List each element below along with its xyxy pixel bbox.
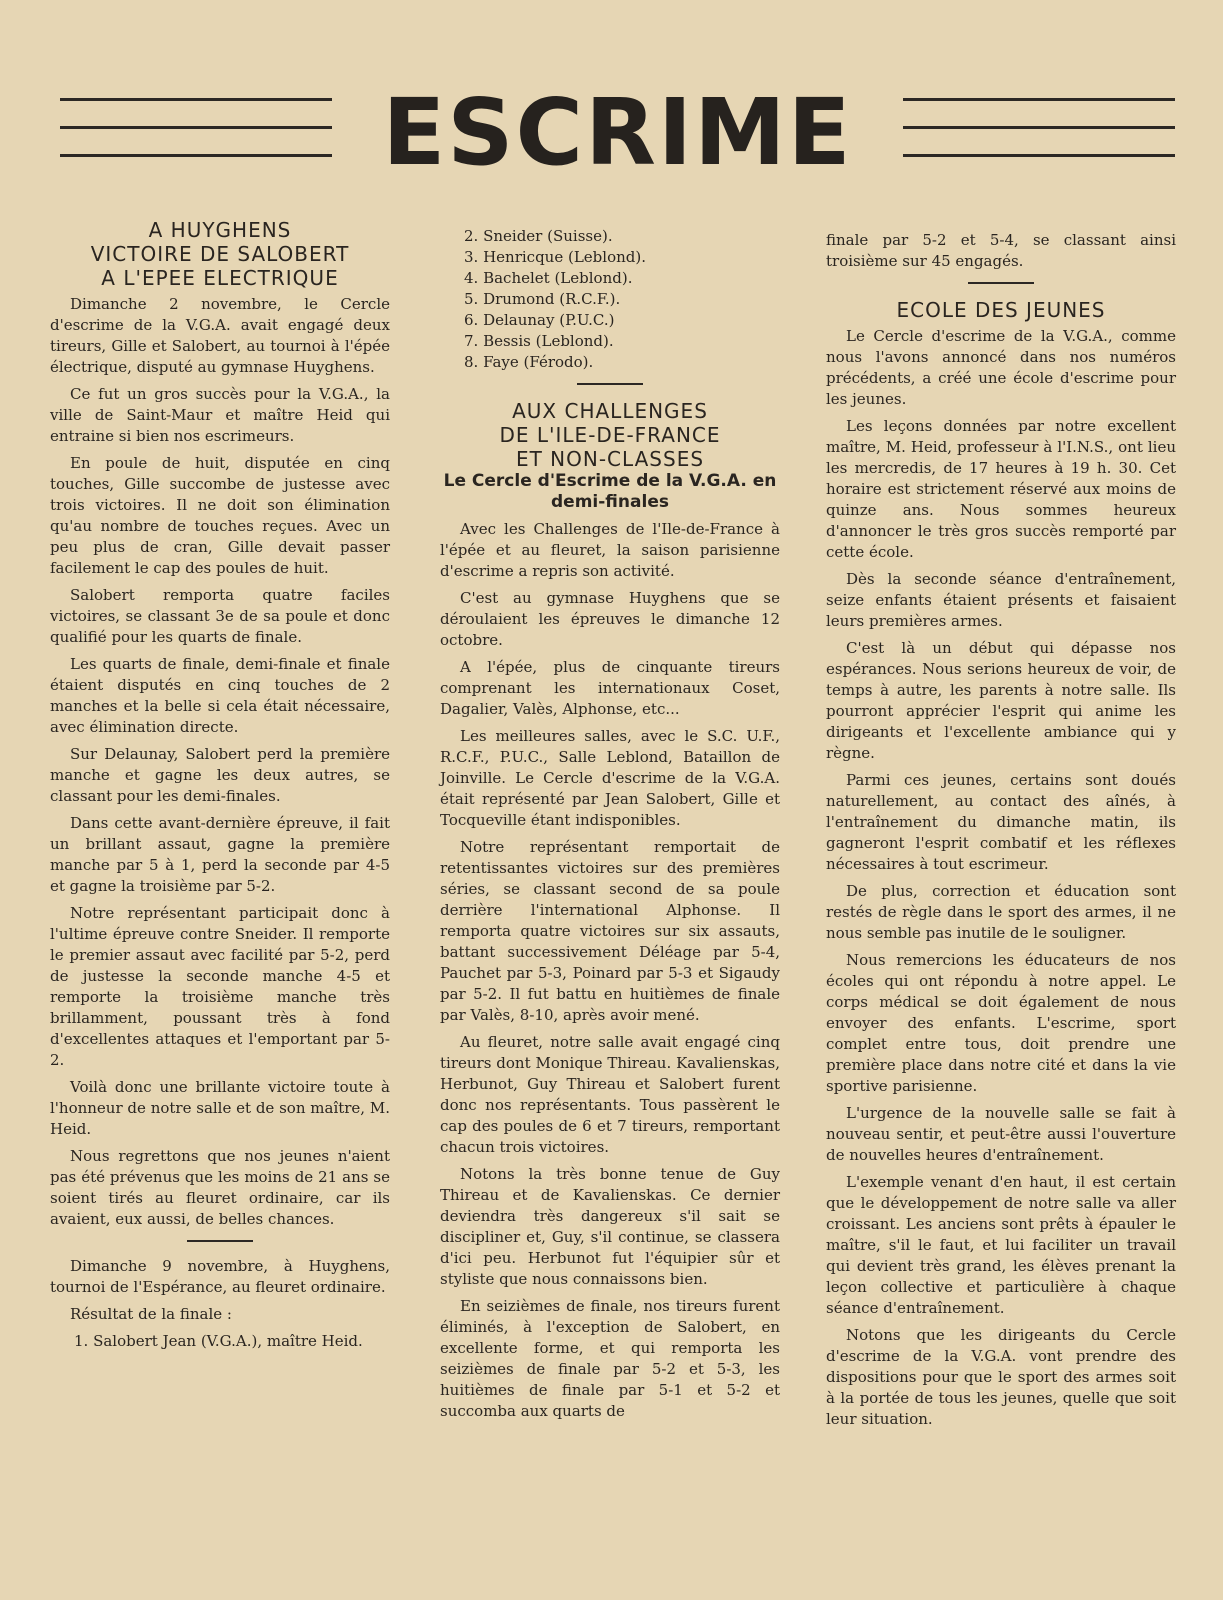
result-item: 6. Delaunay (P.U.C.) — [464, 311, 615, 329]
article-heading-line: VICTOIRE DE SALOBERT — [90, 242, 350, 266]
article-subheading: Le Cercle d'Escrime de la V.G.A. en demi-finales — [443, 471, 777, 512]
result-item: 2. Sneider (Suisse). — [464, 227, 613, 245]
paragraph: Nous remercions les éducateurs de nos écoles qui ont répondu à notre appel. Le corps médical se doit également de nous envoyer des enfants. L'escrime, sport complet entre tous, doit prendre une première place dans notre cité et dans la vie sportive parisienne. — [826, 951, 1176, 1095]
column-1 — [50, 218, 390, 1352]
right-rules — [903, 98, 1175, 182]
paragraph: De plus, correction et éducation sont restés de règle dans le sport des armes, il ne nous semble pas inutile de le souligner. — [826, 882, 1176, 942]
result-item: 4. Bachelet (Leblond). — [464, 269, 633, 287]
separator — [577, 383, 643, 385]
result-item: 7. Bessis (Leblond). — [464, 332, 614, 350]
paragraph-continuation: finale par 5-2 et 5-4, se classant ainsi troisième sur 45 engagés. — [826, 231, 1176, 270]
article-heading-line: A HUYGHENS — [148, 218, 292, 242]
paragraph: Parmi ces jeunes, certains sont doués naturellement, au contact des aînés, à l'entraînement du dimanche matin, ils gagneront l'esprit combatif et les réflexes nécessaires à tout escrimeur. — [826, 771, 1176, 873]
paragraph: Les quarts de finale, demi-finale et finale étaient disputés en cinq touches de 2 manches et la belle si cela était nécessaire, avec élimination directe. — [50, 655, 390, 736]
article-heading: ECOLE DES JEUNES — [896, 298, 1106, 322]
column-2 — [440, 226, 780, 1428]
paragraph: Nous regrettons que nos jeunes n'aient pas été prévenus que les moins de 21 ans se soient tirés au fleuret ordinaire, car ils avaient, eux aussi, de belles chances. — [50, 1147, 390, 1228]
paragraph: C'est au gymnase Huyghens que se déroulaient les épreuves le dimanche 12 octobre. — [440, 589, 780, 649]
paragraph: L'urgence de la nouvelle salle se fait à nouveau sentir, et peut-être aussi l'ouverture de nouvelles heures d'entraînement. — [826, 1104, 1176, 1164]
paragraph: Les leçons données par notre excellent maître, M. Heid, professeur à l'I.N.S., ont lieu les mercredis, de 17 heures à 19 h. 30. Cet horaire est strictement réservé aux moins de quinze ans. Nous sommes heureux d'annoncer le très gros succès remporté par cette école. — [826, 417, 1176, 561]
result-item: 1. Salobert Jean (V.G.A.), maître Heid. — [74, 1332, 363, 1350]
paragraph: L'exemple venant d'en haut, il est certain que le développement de notre salle va aller croissant. Les anciens sont prêts à épauler le maître, s'il le faut, et lui faciliter un travail qui devient très grand, les élèves prenant la leçon collective et particulière à chaque séance d'entraînement. — [826, 1173, 1176, 1317]
paragraph: En seizièmes de finale, nos tireurs furent éliminés, à l'exception de Salobert, en excellente forme, et qui remporta les seizièmes de finale par 5-2 et 5-3, les huitièmes de finale par 5-1 et 5-2 et succomba aux quarts de — [440, 1297, 780, 1420]
paragraph: Sur Delaunay, Salobert perd la première manche et gagne les deux autres, se classant pour les demi-finales. — [50, 745, 390, 805]
paragraph: Dès la seconde séance d'entraînement, seize enfants étaient présents et faisaient leurs premières armes. — [826, 570, 1176, 630]
results-list — [440, 226, 780, 373]
paragraph: Dans cette avant-dernière épreuve, il fait un brillant assaut, gagne la première manche par 5 à 1, perd la seconde par 4-5 et gagne la troisième par 5-2. — [50, 814, 390, 895]
paragraph: Dimanche 9 novembre, à Huyghens, tournoi de l'Espérance, au fleuret ordinaire. — [50, 1257, 390, 1296]
paragraph: Notons la très bonne tenue de Guy Thireau et de Kavalienskas. Ce dernier deviendra très dangereux s'il sait se discipliner et, Guy, s'il continue, se classera d'ici peu. Herbunot fut l'équipier sûr et styliste que nous connaissons bien. — [440, 1165, 780, 1288]
paragraph: Avec les Challenges de l'Ile-de-France à l'épée et au fleuret, la saison parisienne d'escrime a repris son activité. — [440, 520, 780, 580]
result-item: 5. Drumond (R.C.F.). — [464, 290, 621, 308]
result-item: 3. Henricque (Leblond). — [464, 248, 646, 266]
paragraph: Au fleuret, notre salle avait engagé cinq tireurs dont Monique Thireau. Kavalienskas, Herbunot, Guy Thireau et Salobert furent donc nos représentants. Tous passèrent le cap des poules de 6 et 7 tireurs, remportant chacun trois victoires. — [440, 1033, 780, 1156]
results-list — [50, 1331, 390, 1352]
page-title: ESCRIME — [382, 79, 853, 186]
paragraph: Notre représentant remportait de retentissantes victoires sur des premières séries, se classant second de sa poule derrière l'international Alphonse. Il remporta quatre victoires sur six assauts, battant successivement Déléage par 5-4, Pauchet par 5-3, Poinard par 5-3 et Sigaudy par 5-2. Il fut battu en huitièmes de finale par Valès, 8-10, après avoir mené. — [440, 838, 780, 1024]
article-heading-line: ET NON-CLASSES — [515, 447, 705, 471]
separator — [187, 1240, 253, 1242]
result-item: 8. Faye (Férodo). — [464, 353, 594, 371]
left-rules — [60, 98, 332, 182]
column-3 — [826, 230, 1176, 1436]
results-label: Résultat de la finale : — [70, 1305, 232, 1323]
masthead — [60, 78, 1175, 188]
article-heading-line: DE L'ILE-DE-FRANCE — [499, 423, 721, 447]
article-heading-line: A L'EPEE ELECTRIQUE — [101, 266, 339, 290]
article-heading-line: AUX CHALLENGES — [512, 399, 708, 423]
paragraph: Salobert remporta quatre faciles victoires, se classant 3e de sa poule et donc qualifié pour les quarts de finale. — [50, 586, 390, 646]
paragraph: Notre représentant participait donc à l'ultime épreuve contre Sneider. Il remporte le premier assaut avec facilité par 5-2, perd de justesse la seconde manche 4-5 et remporte la troisième manche très brillamment, poussant très à fond d'excellentes attaques et l'emportant par 5-2. — [50, 904, 390, 1069]
paragraph: C'est là un début qui dépasse nos espérances. Nous serions heureux de voir, de temps à autre, les parents à notre salle. Ils pourront apprécier l'esprit qui anime les dirigeants et l'excellente ambiance qui y règne. — [826, 639, 1176, 762]
paragraph: Dimanche 2 novembre, le Cercle d'escrime de la V.G.A. avait engagé deux tireurs, Gille et Salobert, au tournoi à l'épée électrique, disputé au gymnase Huyghens. — [50, 295, 390, 376]
paragraph: Notons que les dirigeants du Cercle d'escrime de la V.G.A. vont prendre des dispositions pour que le sport des armes soit à la portée de tous les jeunes, quelle que soit leur situation. — [826, 1326, 1176, 1428]
paragraph: Les meilleures salles, avec le S.C. U.F., R.C.F., P.U.C., Salle Leblond, Bataillon de Joinville. Le Cercle d'escrime de la V.G.A. était représenté par Jean Salobert, Gille et Tocqueville étant indisponibles. — [440, 727, 780, 829]
separator — [968, 282, 1034, 284]
paragraph: Voilà donc une brillante victoire toute à l'honneur de notre salle et de son maître, M. Heid. — [50, 1078, 390, 1138]
paragraph: En poule de huit, disputée en cinq touches, Gille succombe de justesse avec trois victoires. Il ne doit son élimination qu'au nombre de touches reçues. Avec un peu plus de cran, Gille devait passer facilement le cap des poules de huit. — [50, 454, 390, 577]
paragraph: A l'épée, plus de cinquante tireurs comprenant les internationaux Coset, Dagalier, Valès, Alphonse, etc... — [440, 658, 780, 718]
paragraph: Ce fut un gros succès pour la V.G.A., la ville de Saint-Maur et maître Heid qui entraine si bien nos escrimeurs. — [50, 385, 390, 445]
paragraph: Le Cercle d'escrime de la V.G.A., comme nous l'avons annoncé dans nos numéros précédents, a créé une école d'escrime pour les jeunes. — [826, 327, 1176, 408]
